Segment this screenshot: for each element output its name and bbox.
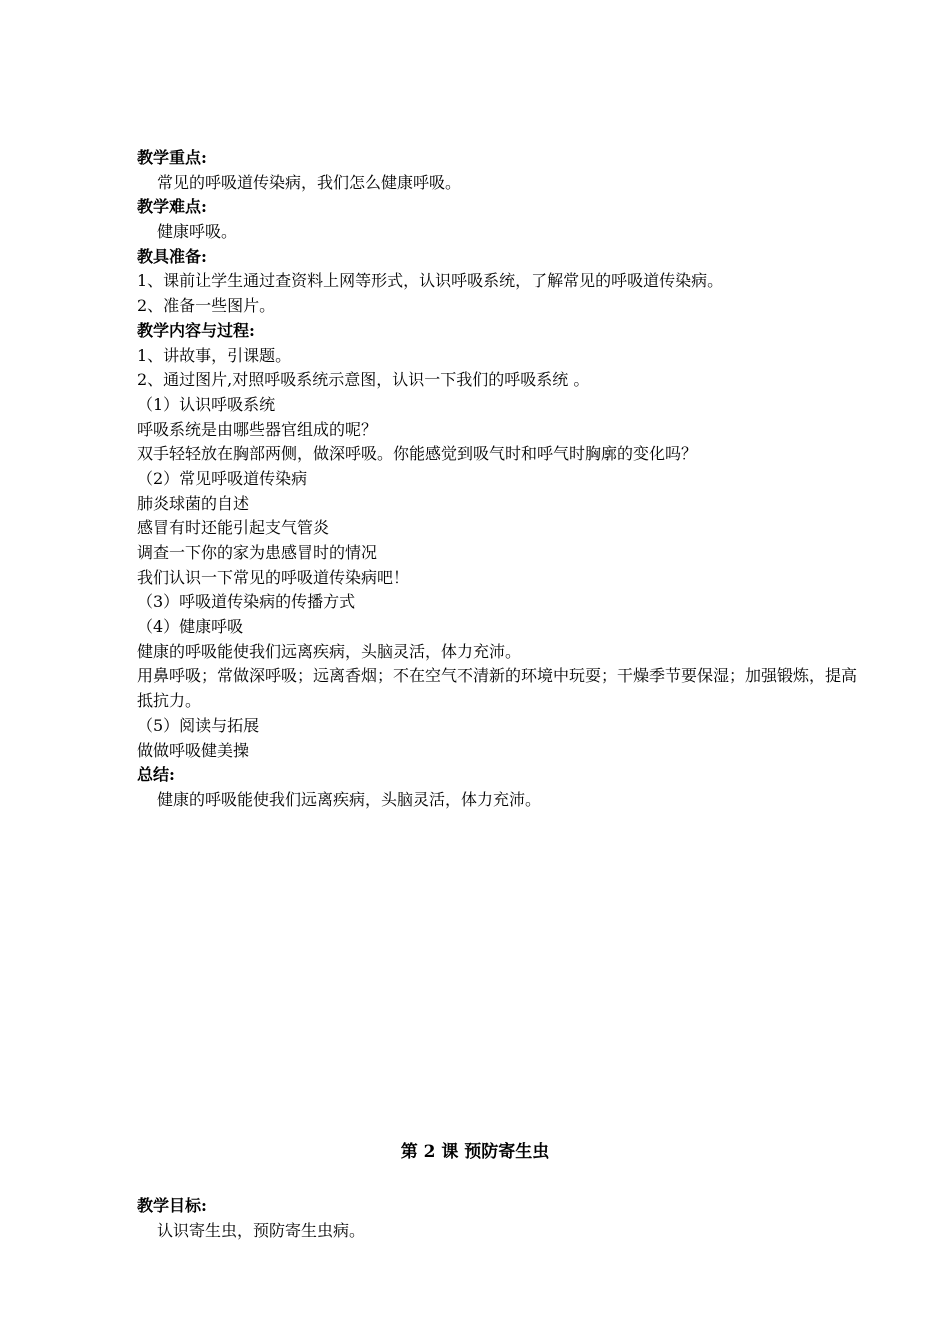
- process-line: （3）呼吸道传染病的传播方式: [137, 592, 356, 612]
- key-points-text: 常见的呼吸道传染病，我们怎么健康呼吸。: [157, 172, 462, 192]
- objectives-heading: 教学目标:: [137, 1196, 207, 1215]
- process-line: 做做呼吸健美操: [137, 740, 250, 760]
- key-points-heading: 教学重点:: [137, 148, 207, 167]
- process-line: 用鼻呼吸；常做深呼吸；远离香烟；不在空气不清新的环境中玩耍；干燥季节要保湿；加强锻炼，提高抵抗力。: [137, 666, 858, 711]
- process-line: 我们认识一下常见的呼吸道传染病吧！: [137, 567, 410, 587]
- process-line: （4）健康呼吸: [137, 617, 244, 637]
- summary-heading: 总结:: [137, 765, 175, 785]
- lesson-2-body: [137, 1194, 867, 1243]
- difficulties-text: 健康呼吸。: [157, 222, 238, 242]
- process-line: 呼吸系统是由哪些器官组成的呢？: [137, 419, 378, 439]
- lesson-plan-body: [137, 146, 867, 813]
- materials-item: 1、课前让学生通过查资料上网等形式，认识呼吸系统，了解常见的呼吸道传染病。: [137, 271, 724, 291]
- summary-text: 健康的呼吸能使我们远离疾病，头脑灵活，体力充沛。: [157, 789, 542, 809]
- materials-item: 2、准备一些图片。: [137, 296, 276, 316]
- process-line: 1、讲故事，引课题。: [137, 345, 292, 365]
- process-line: 肺炎球菌的自述: [137, 493, 250, 513]
- process-heading: 教学内容与过程:: [137, 320, 255, 340]
- process-line: （5）阅读与拓展: [137, 715, 260, 735]
- objectives-text: 认识寄生虫，预防寄生虫病。: [157, 1220, 366, 1240]
- materials-heading: 教具准备:: [137, 246, 207, 266]
- process-line: （2）常见呼吸道传染病: [137, 468, 308, 488]
- lesson-2-title: 第 2 课 预防寄生虫: [400, 1142, 550, 1162]
- process-line: 健康的呼吸能使我们远离疾病，头脑灵活，体力充沛。: [137, 641, 522, 661]
- process-line: 2、通过图片,对照呼吸系统示意图，认识一下我们的呼吸系统 。: [137, 370, 590, 390]
- process-line: 感冒有时还能引起支气管炎: [137, 518, 330, 538]
- process-line: 调查一下你的家为患感冒时的情况: [137, 543, 378, 562]
- difficulties-heading: 教学难点:: [137, 197, 207, 217]
- process-line: 双手轻轻放在胸部两侧，做深呼吸。你能感觉到吸气时和呼气时胸廓的变化吗？: [137, 444, 698, 464]
- process-line: （1）认识呼吸系统: [137, 394, 276, 414]
